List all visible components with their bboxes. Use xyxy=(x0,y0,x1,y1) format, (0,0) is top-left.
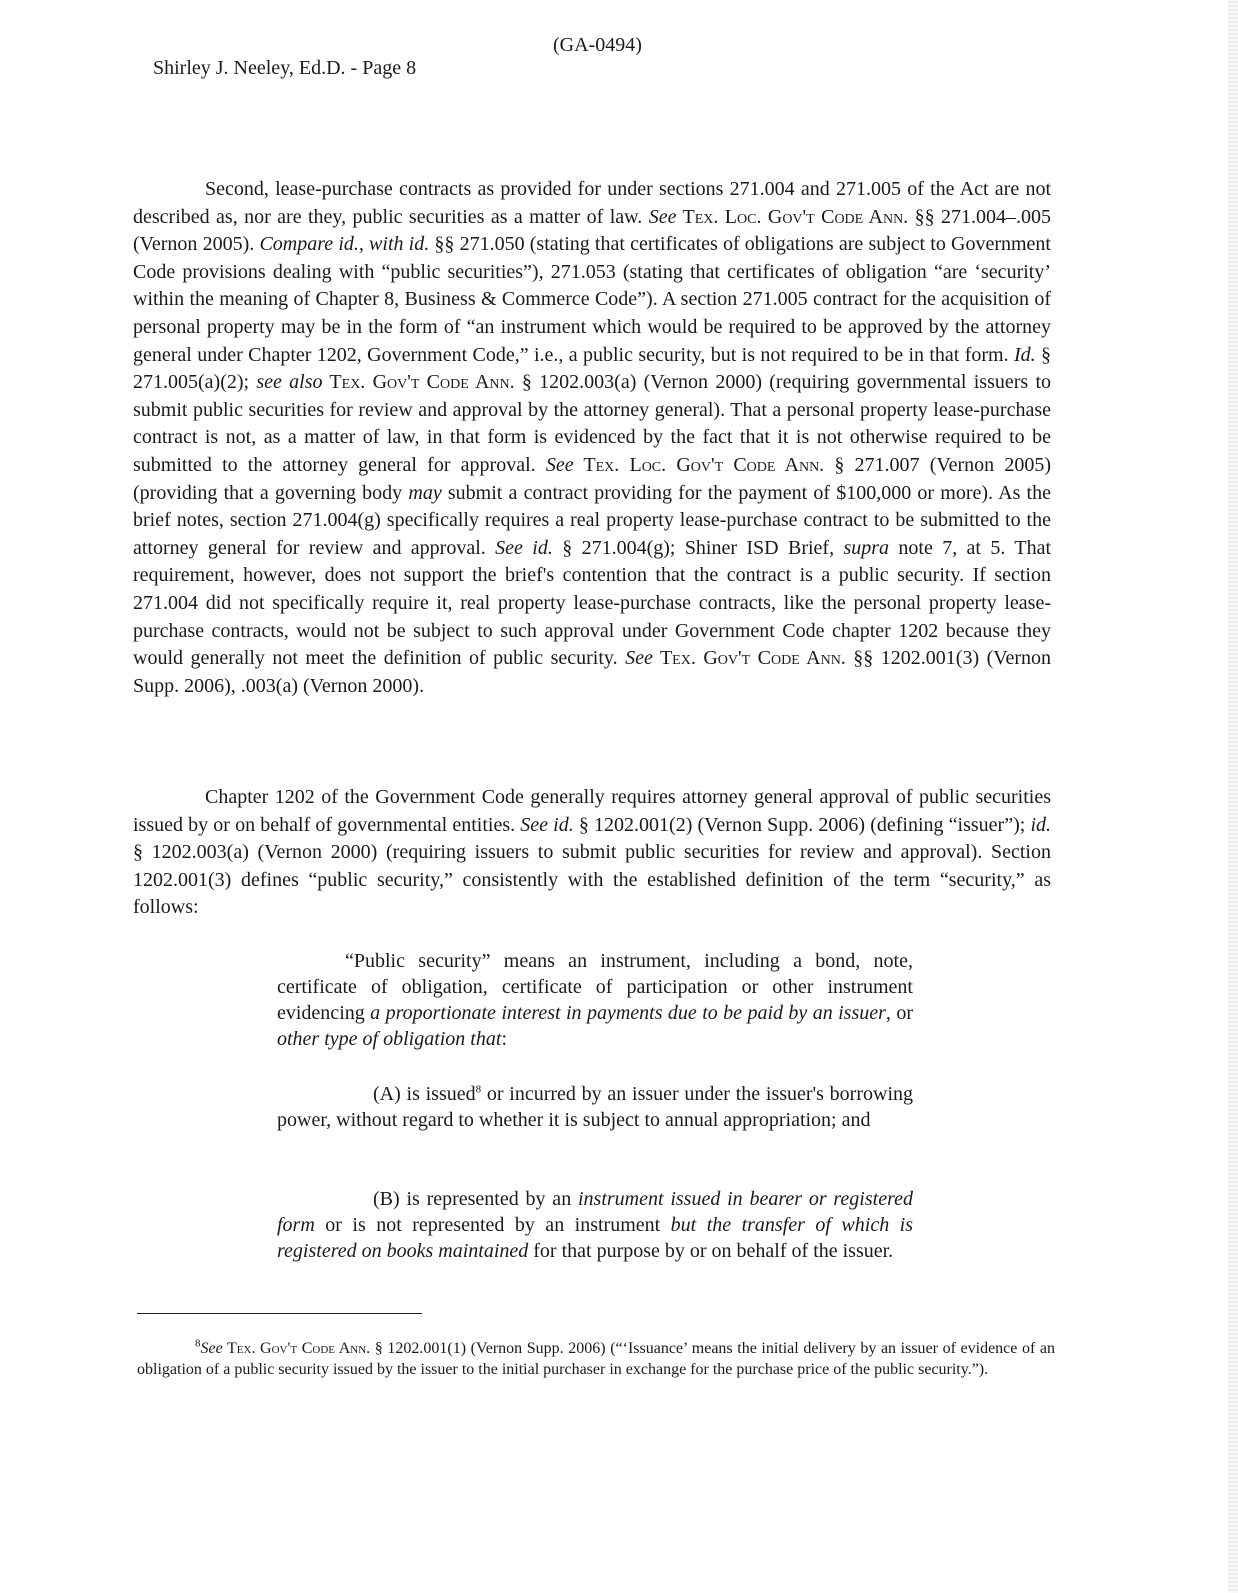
block-quote-clause-a: (A) is issued$^8$ or incurred by an issuer under the issuer's borrowing power, without regard to whether it is subject to annual appropriation; and xyxy=(277,1083,913,1131)
header-title: Shirley J. Neeley, Ed.D. - Page 8 xyxy=(153,57,417,79)
block-quote-clause-b: (B) is represented by an instrument issued in bearer or registered form or is not represented by an instrument but the transfer of which is registered on books maintained for that purpose by or on behalf of the issuer. xyxy=(277,1188,913,1262)
footnote-reference[interactable]: 8 xyxy=(475,1083,482,1096)
scan-edge-artifact xyxy=(1228,0,1238,1593)
block-quote-definition: “Public security” means an instrument, including a bond, note, certificate of obligation, certificate of participation or other instrument evidencing a proportionate interest in payments due to be paid by an issuer, or other type of obligation that: xyxy=(277,950,913,1050)
body-paragraph-2: Chapter 1202 of the Government Code generally requires attorney general approval of public securities issued by or on behalf of governmental entities. See id. § 1202.001(2) (Vernon Supp. 2006) (defining “issuer”); id. § 1202.003(a) (Vernon 2000) (requiring issuers to submit public securities for review and approval). Section 1202.001(3) defines “public security,” consistently with the established definition of the term “security,” as follows: xyxy=(133,786,1052,919)
footnote-divider xyxy=(137,1313,422,1314)
page-header xyxy=(133,34,642,126)
body-paragraph-1: Second, lease-purchase contracts as provided for under sections 271.004 and 271.005 of the Act are not described as, nor are they, public securities as a matter of law. See Tex. Loc. Gov't Code Ann. §§ 271.004–.005 (Vernon 2005). Compare id., with id. §§ 271.050 (stating that certificates of obligations are subject to Government Code provisions dealing with “public securities”), 271.053 (stating that certificates of obligation “are ‘security’ within the meaning of Chapter 8, Business & Commerce Code”). A section 271.005 contract for the acquisition of personal property may be in the form of “an instrument which would be required to be approved by the attorney general under Chapter 1202, Government Code,” i.e., a public security, but is not required to be in that form. Id. § 271.005(a)(2); see also Tex. Gov't Code Ann. § 1202.003(a) (Vernon 2000) (requiring governmental issuers to submit public securities for review and approval by the attorney general). That a personal property lease-purchase contract is not, as a matter of law, in that form is evidenced by the fact that it is not otherwise required to be submitted to the attorney general for approval. See Tex. Loc. Gov't Code Ann. § 271.007 (Vernon 2005) (providing that a governing body may submit a contract providing for the payment of $100,000 or more). As the brief notes, section 271.004(g) specifically requires a real property lease-purchase contract to be submitted to the attorney general for review and approval. See id. § 271.004(g); Shiner ISD Brief, supra note 7, at 5. That requirement, however, does not support the brief's contention that the contract is a public security. If section 271.004 did not specifically require it, real property lease-purchase contracts, like the personal property lease-purchase contracts, would not be subject to such approval under Government Code chapter 1202 because they would generally not meet the definition of public security. See Tex. Gov't Code Ann. §§ 1202.001(3) (Vernon Supp. 2006), .003(a) (Vernon 2000). xyxy=(133,178,1052,697)
footnote-8: $^8$See Tex. Gov't Code Ann. § 1202.001(1) (Vernon Supp. 2006) (“‘Issuance’ means the initial delivery by an issuer of evidence of an obligation of a public security issued by the issuer to the initial purchaser in exchange for the purchase price of the public security.”). xyxy=(137,1337,1056,1378)
header-case-number: (GA-0494) xyxy=(553,34,642,56)
